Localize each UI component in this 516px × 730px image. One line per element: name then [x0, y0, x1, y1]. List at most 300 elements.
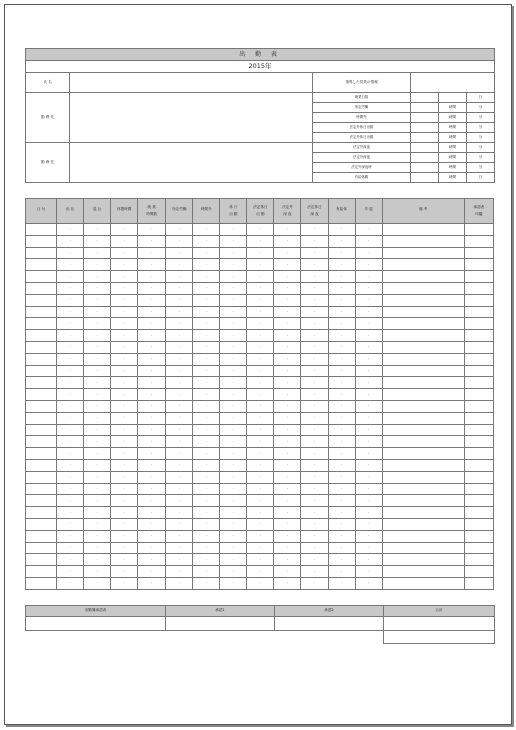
- attendance-cell[interactable]: [26, 235, 57, 247]
- attendance-cell[interactable]: ·: [166, 471, 193, 483]
- attendance-cell[interactable]: ·: [138, 294, 166, 306]
- attendance-cell[interactable]: [26, 400, 57, 412]
- attendance-cell[interactable]: ·: [274, 330, 301, 342]
- attendance-cell[interactable]: [464, 459, 493, 471]
- attendance-cell[interactable]: ·: [328, 353, 355, 365]
- attendance-cell[interactable]: ·: [220, 259, 247, 271]
- attendance-cell[interactable]: ·: [84, 377, 111, 389]
- attendance-cell[interactable]: ·: [220, 400, 247, 412]
- attendance-cell[interactable]: ·: [111, 459, 138, 471]
- attendance-cell[interactable]: [382, 294, 464, 306]
- attendance-cell[interactable]: ·: [355, 436, 382, 448]
- attendance-cell[interactable]: [382, 530, 464, 542]
- attendance-cell[interactable]: ·: [84, 530, 111, 542]
- attendance-cell[interactable]: [464, 566, 493, 578]
- attendance-cell[interactable]: ·: [138, 365, 166, 377]
- attendance-cell[interactable]: ·: [301, 518, 328, 530]
- attendance-cell[interactable]: ·: [301, 353, 328, 365]
- attendance-cell[interactable]: ·: [247, 495, 274, 507]
- attendance-cell[interactable]: ·: [166, 448, 193, 460]
- attendance-cell[interactable]: ·: [166, 282, 193, 294]
- attendance-cell[interactable]: ·: [274, 577, 301, 589]
- attendance-cell[interactable]: ·: [274, 530, 301, 542]
- attendance-cell[interactable]: ·: [355, 577, 382, 589]
- attendance-cell[interactable]: ·: [166, 389, 193, 401]
- approval-2-field[interactable]: [275, 617, 384, 631]
- attendance-cell[interactable]: ·: [247, 507, 274, 519]
- attendance-cell[interactable]: ·: [355, 530, 382, 542]
- attendance-cell[interactable]: ·: [84, 495, 111, 507]
- attendance-cell[interactable]: ·: [301, 542, 328, 554]
- attendance-cell[interactable]: ·: [355, 330, 382, 342]
- attendance-cell[interactable]: ·: [84, 306, 111, 318]
- attendance-cell[interactable]: ·: [57, 566, 84, 578]
- attendance-cell[interactable]: ·: [328, 282, 355, 294]
- attendance-cell[interactable]: ·: [111, 235, 138, 247]
- attendance-cell[interactable]: ·: [166, 294, 193, 306]
- attendance-cell[interactable]: ·: [193, 507, 220, 519]
- attendance-cell[interactable]: [382, 271, 464, 283]
- attendance-cell[interactable]: ·: [328, 483, 355, 495]
- attendance-cell[interactable]: ·: [193, 389, 220, 401]
- attendance-cell[interactable]: ·: [247, 235, 274, 247]
- attendance-cell[interactable]: ·: [193, 271, 220, 283]
- attendance-cell[interactable]: ·: [220, 448, 247, 460]
- attendance-cell[interactable]: ·: [166, 318, 193, 330]
- attendance-cell[interactable]: ·: [193, 436, 220, 448]
- attendance-cell[interactable]: ·: [84, 318, 111, 330]
- attendance-cell[interactable]: ·: [274, 424, 301, 436]
- attendance-cell[interactable]: ·: [111, 282, 138, 294]
- attendance-cell[interactable]: ·: [57, 282, 84, 294]
- attendance-cell[interactable]: ·: [301, 577, 328, 589]
- attendance-cell[interactable]: ·: [193, 483, 220, 495]
- attendance-cell[interactable]: ·: [84, 424, 111, 436]
- attendance-cell[interactable]: ·: [111, 483, 138, 495]
- attendance-cell[interactable]: ·: [138, 318, 166, 330]
- attendance-cell[interactable]: ·: [138, 389, 166, 401]
- attendance-cell[interactable]: ·: [84, 566, 111, 578]
- attendance-cell[interactable]: [26, 554, 57, 566]
- total-extra-field[interactable]: [384, 631, 495, 644]
- attendance-cell[interactable]: ·: [220, 483, 247, 495]
- attendance-cell[interactable]: ·: [193, 341, 220, 353]
- attendance-cell[interactable]: ·: [274, 542, 301, 554]
- attendance-cell[interactable]: ·: [301, 389, 328, 401]
- attendance-cell[interactable]: ·: [193, 542, 220, 554]
- attendance-cell[interactable]: ·: [166, 271, 193, 283]
- attendance-cell[interactable]: [464, 507, 493, 519]
- attendance-cell[interactable]: ·: [166, 542, 193, 554]
- attendance-cell[interactable]: ·: [247, 542, 274, 554]
- attendance-cell[interactable]: ·: [193, 330, 220, 342]
- attendance-cell[interactable]: ·: [355, 224, 382, 236]
- attendance-cell[interactable]: ·: [57, 530, 84, 542]
- attendance-cell[interactable]: [464, 412, 493, 424]
- attendance-cell[interactable]: ·: [274, 377, 301, 389]
- attendance-cell[interactable]: [382, 471, 464, 483]
- attendance-cell[interactable]: ·: [274, 318, 301, 330]
- attendance-cell[interactable]: ·: [220, 247, 247, 259]
- attendance-cell[interactable]: ·: [328, 566, 355, 578]
- attendance-cell[interactable]: ·: [111, 554, 138, 566]
- attendance-cell[interactable]: [26, 389, 57, 401]
- attendance-cell[interactable]: ·: [328, 400, 355, 412]
- attendance-cell[interactable]: ·: [138, 259, 166, 271]
- attendance-cell[interactable]: [382, 318, 464, 330]
- attendance-cell[interactable]: ·: [274, 483, 301, 495]
- attendance-cell[interactable]: ·: [274, 400, 301, 412]
- attendance-cell[interactable]: ·: [57, 483, 84, 495]
- attendance-cell[interactable]: ·: [84, 518, 111, 530]
- attendance-cell[interactable]: [26, 330, 57, 342]
- attendance-cell[interactable]: ·: [274, 365, 301, 377]
- attendance-cell[interactable]: ·: [355, 353, 382, 365]
- attendance-cell[interactable]: [382, 554, 464, 566]
- attendance-cell[interactable]: ·: [355, 259, 382, 271]
- attendance-cell[interactable]: ·: [57, 542, 84, 554]
- attendance-cell[interactable]: ·: [301, 530, 328, 542]
- attendance-cell[interactable]: ·: [274, 271, 301, 283]
- attendance-cell[interactable]: ·: [57, 235, 84, 247]
- attendance-cell[interactable]: ·: [166, 400, 193, 412]
- attendance-cell[interactable]: [464, 247, 493, 259]
- attendance-cell[interactable]: [26, 424, 57, 436]
- attendance-cell[interactable]: [26, 577, 57, 589]
- attendance-cell[interactable]: ·: [111, 247, 138, 259]
- attendance-cell[interactable]: ·: [220, 412, 247, 424]
- attendance-cell[interactable]: [26, 365, 57, 377]
- attendance-cell[interactable]: ·: [274, 259, 301, 271]
- attendance-cell[interactable]: ·: [220, 530, 247, 542]
- attendance-cell[interactable]: ·: [138, 554, 166, 566]
- attendance-cell[interactable]: ·: [193, 259, 220, 271]
- attendance-cell[interactable]: [26, 282, 57, 294]
- attendance-cell[interactable]: ·: [138, 577, 166, 589]
- attendance-cell[interactable]: ·: [220, 377, 247, 389]
- attendance-cell[interactable]: ·: [166, 259, 193, 271]
- attendance-cell[interactable]: ·: [274, 247, 301, 259]
- attendance-cell[interactable]: [382, 518, 464, 530]
- attendance-cell[interactable]: ·: [111, 306, 138, 318]
- attendance-cell[interactable]: ·: [166, 459, 193, 471]
- attendance-cell[interactable]: ·: [274, 566, 301, 578]
- attendance-cell[interactable]: ·: [84, 471, 111, 483]
- attendance-cell[interactable]: [382, 483, 464, 495]
- attendance-cell[interactable]: ·: [138, 459, 166, 471]
- attendance-cell[interactable]: ·: [193, 518, 220, 530]
- attendance-cell[interactable]: [26, 306, 57, 318]
- attendance-cell[interactable]: ·: [247, 412, 274, 424]
- attendance-cell[interactable]: [26, 341, 57, 353]
- attendance-cell[interactable]: [382, 259, 464, 271]
- attendance-cell[interactable]: [26, 259, 57, 271]
- attendance-cell[interactable]: ·: [111, 436, 138, 448]
- attendance-cell[interactable]: ·: [111, 448, 138, 460]
- attendance-cell[interactable]: ·: [220, 353, 247, 365]
- attendance-cell[interactable]: ·: [328, 577, 355, 589]
- attendance-cell[interactable]: [464, 542, 493, 554]
- attendance-cell[interactable]: ·: [138, 224, 166, 236]
- attendance-cell[interactable]: ·: [138, 341, 166, 353]
- attendance-cell[interactable]: ·: [355, 495, 382, 507]
- attendance-cell[interactable]: ·: [84, 282, 111, 294]
- attendance-cell[interactable]: ·: [166, 483, 193, 495]
- attendance-cell[interactable]: [26, 483, 57, 495]
- attendance-cell[interactable]: ·: [193, 577, 220, 589]
- attendance-cell[interactable]: [382, 436, 464, 448]
- attendance-cell[interactable]: ·: [355, 412, 382, 424]
- attendance-cell[interactable]: ·: [355, 424, 382, 436]
- attendance-cell[interactable]: ·: [328, 459, 355, 471]
- attendance-cell[interactable]: ·: [111, 424, 138, 436]
- attendance-cell[interactable]: ·: [301, 448, 328, 460]
- attendance-cell[interactable]: ·: [301, 318, 328, 330]
- section-a-field[interactable]: [70, 93, 313, 143]
- attendance-cell[interactable]: ·: [166, 235, 193, 247]
- attendance-cell[interactable]: ·: [247, 341, 274, 353]
- attendance-cell[interactable]: [464, 235, 493, 247]
- attendance-cell[interactable]: ·: [247, 424, 274, 436]
- attendance-cell[interactable]: ·: [274, 341, 301, 353]
- attendance-cell[interactable]: ·: [57, 448, 84, 460]
- attendance-cell[interactable]: ·: [57, 459, 84, 471]
- attendance-cell[interactable]: ·: [328, 341, 355, 353]
- attendance-cell[interactable]: ·: [84, 507, 111, 519]
- attendance-cell[interactable]: ·: [301, 235, 328, 247]
- attendance-cell[interactable]: ·: [220, 459, 247, 471]
- attendance-cell[interactable]: ·: [166, 424, 193, 436]
- attendance-cell[interactable]: [26, 412, 57, 424]
- attendance-cell[interactable]: ·: [138, 235, 166, 247]
- attendance-cell[interactable]: ·: [138, 518, 166, 530]
- attendance-cell[interactable]: ·: [138, 412, 166, 424]
- attendance-cell[interactable]: ·: [193, 495, 220, 507]
- attendance-cell[interactable]: ·: [328, 259, 355, 271]
- attendance-cell[interactable]: ·: [247, 448, 274, 460]
- attendance-cell[interactable]: ·: [57, 436, 84, 448]
- attendance-cell[interactable]: [464, 306, 493, 318]
- attendance-cell[interactable]: [382, 341, 464, 353]
- attendance-cell[interactable]: ·: [355, 542, 382, 554]
- attendance-cell[interactable]: ·: [328, 365, 355, 377]
- attendance-cell[interactable]: ·: [328, 318, 355, 330]
- attendance-cell[interactable]: ·: [138, 271, 166, 283]
- attendance-cell[interactable]: ·: [193, 353, 220, 365]
- attendance-cell[interactable]: ·: [138, 306, 166, 318]
- attendance-cell[interactable]: ·: [57, 259, 84, 271]
- info-row-value[interactable]: [411, 103, 439, 113]
- attendance-cell[interactable]: ·: [57, 247, 84, 259]
- attendance-cell[interactable]: ·: [84, 271, 111, 283]
- attendance-cell[interactable]: [26, 294, 57, 306]
- attendance-cell[interactable]: ·: [301, 365, 328, 377]
- attendance-cell[interactable]: [26, 377, 57, 389]
- attendance-cell[interactable]: ·: [328, 377, 355, 389]
- attendance-cell[interactable]: ·: [111, 577, 138, 589]
- attendance-cell[interactable]: ·: [247, 436, 274, 448]
- attendance-cell[interactable]: ·: [274, 495, 301, 507]
- attendance-cell[interactable]: ·: [355, 566, 382, 578]
- attendance-cell[interactable]: ·: [57, 554, 84, 566]
- attendance-cell[interactable]: ·: [138, 424, 166, 436]
- attendance-cell[interactable]: ·: [274, 448, 301, 460]
- attendance-cell[interactable]: ·: [328, 412, 355, 424]
- attendance-cell[interactable]: ·: [57, 389, 84, 401]
- attendance-cell[interactable]: [26, 448, 57, 460]
- attendance-cell[interactable]: [382, 235, 464, 247]
- attendance-cell[interactable]: ·: [247, 259, 274, 271]
- info-row-value[interactable]: [411, 143, 439, 153]
- info-row-value[interactable]: [411, 133, 439, 143]
- attendance-cell[interactable]: ·: [111, 389, 138, 401]
- attendance-cell[interactable]: ·: [274, 353, 301, 365]
- attendance-cell[interactable]: ·: [274, 389, 301, 401]
- attendance-cell[interactable]: ·: [301, 259, 328, 271]
- attendance-cell[interactable]: ·: [138, 400, 166, 412]
- attendance-cell[interactable]: ·: [57, 400, 84, 412]
- attendance-cell[interactable]: [382, 365, 464, 377]
- attendance-cell[interactable]: ·: [57, 471, 84, 483]
- attendance-cell[interactable]: [382, 224, 464, 236]
- attendance-cell[interactable]: ·: [84, 294, 111, 306]
- attendance-cell[interactable]: ·: [355, 271, 382, 283]
- attendance-cell[interactable]: ·: [328, 271, 355, 283]
- attendance-cell[interactable]: ·: [355, 448, 382, 460]
- attendance-cell[interactable]: ·: [301, 507, 328, 519]
- attendance-cell[interactable]: ·: [220, 471, 247, 483]
- attendance-cell[interactable]: ·: [355, 518, 382, 530]
- attendance-cell[interactable]: ·: [247, 400, 274, 412]
- attendance-cell[interactable]: ·: [84, 436, 111, 448]
- attendance-cell[interactable]: ·: [247, 377, 274, 389]
- attendance-cell[interactable]: ·: [301, 566, 328, 578]
- attendance-cell[interactable]: [382, 389, 464, 401]
- attendance-cell[interactable]: ·: [328, 507, 355, 519]
- attendance-cell[interactable]: ·: [84, 330, 111, 342]
- attendance-cell[interactable]: [382, 542, 464, 554]
- info-row-value[interactable]: [411, 163, 439, 173]
- attendance-cell[interactable]: ·: [111, 271, 138, 283]
- attendance-cell[interactable]: [382, 507, 464, 519]
- attendance-cell[interactable]: ·: [57, 365, 84, 377]
- attendance-cell[interactable]: ·: [247, 577, 274, 589]
- attendance-cell[interactable]: ·: [84, 259, 111, 271]
- attendance-cell[interactable]: ·: [111, 330, 138, 342]
- attendance-cell[interactable]: [464, 353, 493, 365]
- attendance-cell[interactable]: ·: [57, 507, 84, 519]
- attendance-cell[interactable]: ·: [355, 282, 382, 294]
- attendance-cell[interactable]: ·: [193, 471, 220, 483]
- attendance-cell[interactable]: [464, 341, 493, 353]
- attendance-cell[interactable]: ·: [355, 471, 382, 483]
- attendance-cell[interactable]: ·: [84, 341, 111, 353]
- attendance-cell[interactable]: ·: [355, 389, 382, 401]
- attendance-cell[interactable]: ·: [193, 235, 220, 247]
- info-row-value[interactable]: [411, 173, 439, 183]
- attendance-cell[interactable]: ·: [355, 377, 382, 389]
- attendance-cell[interactable]: ·: [57, 318, 84, 330]
- attendance-cell[interactable]: ·: [220, 318, 247, 330]
- attendance-cell[interactable]: ·: [166, 507, 193, 519]
- section-b-field[interactable]: [70, 143, 313, 183]
- attendance-cell[interactable]: ·: [328, 495, 355, 507]
- attendance-cell[interactable]: ·: [355, 400, 382, 412]
- attendance-cell[interactable]: ·: [57, 412, 84, 424]
- attendance-cell[interactable]: ·: [166, 353, 193, 365]
- attendance-cell[interactable]: ·: [111, 365, 138, 377]
- attendance-cell[interactable]: [464, 318, 493, 330]
- attendance-cell[interactable]: ·: [138, 448, 166, 460]
- attendance-cell[interactable]: ·: [247, 306, 274, 318]
- attendance-cell[interactable]: [464, 495, 493, 507]
- attendance-cell[interactable]: [464, 224, 493, 236]
- attendance-cell[interactable]: ·: [355, 483, 382, 495]
- attendance-cell[interactable]: ·: [111, 259, 138, 271]
- attendance-cell[interactable]: [464, 389, 493, 401]
- attendance-cell[interactable]: ·: [301, 341, 328, 353]
- attendance-cell[interactable]: ·: [220, 566, 247, 578]
- attendance-cell[interactable]: ·: [247, 224, 274, 236]
- attendance-cell[interactable]: ·: [247, 271, 274, 283]
- attendance-cell[interactable]: ·: [328, 235, 355, 247]
- attendance-cell[interactable]: ·: [111, 507, 138, 519]
- attendance-cell[interactable]: ·: [193, 247, 220, 259]
- attendance-cell[interactable]: ·: [166, 577, 193, 589]
- attendance-cell[interactable]: ·: [166, 495, 193, 507]
- attendance-cell[interactable]: ·: [138, 247, 166, 259]
- attendance-cell[interactable]: ·: [193, 412, 220, 424]
- attendance-cell[interactable]: ·: [220, 577, 247, 589]
- attendance-cell[interactable]: [464, 554, 493, 566]
- attendance-cell[interactable]: ·: [247, 518, 274, 530]
- attendance-cell[interactable]: ·: [166, 412, 193, 424]
- attendance-cell[interactable]: ·: [111, 412, 138, 424]
- attendance-cell[interactable]: [464, 424, 493, 436]
- attendance-cell[interactable]: ·: [301, 247, 328, 259]
- attendance-cell[interactable]: ·: [84, 412, 111, 424]
- attendance-cell[interactable]: ·: [138, 377, 166, 389]
- attendance-cell[interactable]: ·: [138, 483, 166, 495]
- attendance-cell[interactable]: ·: [57, 518, 84, 530]
- attendance-cell[interactable]: ·: [84, 459, 111, 471]
- attendance-cell[interactable]: ·: [111, 471, 138, 483]
- attendance-cell[interactable]: ·: [166, 365, 193, 377]
- attendance-cell[interactable]: ·: [220, 271, 247, 283]
- attendance-cell[interactable]: ·: [247, 530, 274, 542]
- attendance-cell[interactable]: ·: [57, 306, 84, 318]
- attendance-cell[interactable]: ·: [355, 459, 382, 471]
- attendance-cell[interactable]: ·: [274, 507, 301, 519]
- attendance-cell[interactable]: ·: [138, 542, 166, 554]
- attendance-cell[interactable]: ·: [301, 412, 328, 424]
- attendance-cell[interactable]: ·: [328, 542, 355, 554]
- attendance-cell[interactable]: ·: [220, 282, 247, 294]
- attendance-cell[interactable]: ·: [247, 459, 274, 471]
- attendance-cell[interactable]: ·: [274, 518, 301, 530]
- attendance-cell[interactable]: [464, 271, 493, 283]
- attendance-cell[interactable]: ·: [247, 247, 274, 259]
- attendance-cell[interactable]: ·: [166, 330, 193, 342]
- attendance-cell[interactable]: ·: [57, 377, 84, 389]
- attendance-cell[interactable]: [464, 483, 493, 495]
- approval-1-field[interactable]: [166, 617, 275, 631]
- attendance-cell[interactable]: [26, 247, 57, 259]
- attendance-cell[interactable]: ·: [84, 448, 111, 460]
- attendance-cell[interactable]: ·: [328, 389, 355, 401]
- attendance-cell[interactable]: ·: [193, 566, 220, 578]
- attendance-cell[interactable]: ·: [111, 542, 138, 554]
